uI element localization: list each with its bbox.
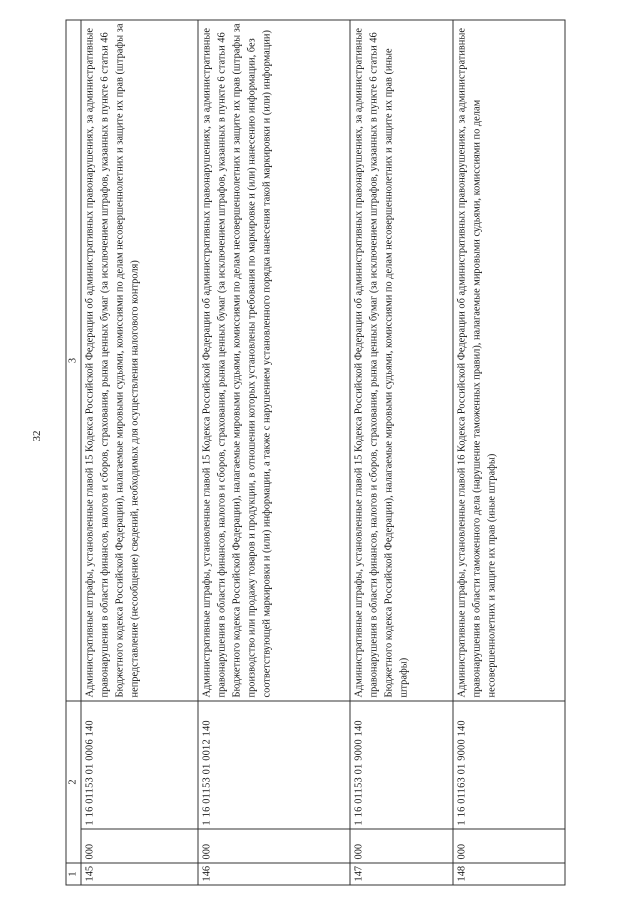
income-description: Административные штрафы, установленные главой 15 Кодекса Российской Федерации об административных правонарушениях, за административные правонарушения в области финансов, налогов и сборов, страхования, рынка ценных бумаг (за исключением штрафов, указанных в пункте 6 статьи 46 Бюджетного кодекса Российской Федерации), налагаемые мировыми судьями, комиссиями по делам несовершеннолетних и защите их прав (иные штрафы) (350, 19, 453, 700)
budget-classification-code: 1 16 01153 01 0012 140 (198, 700, 350, 828)
column-number-2: 2 (66, 700, 81, 862)
column-number-1: 1 (66, 863, 81, 885)
admin-code: 000 (350, 829, 453, 863)
table-row (350, 19, 453, 884)
admin-code: 000 (453, 829, 565, 863)
row-number: 145 (81, 863, 198, 885)
row-number: 147 (350, 863, 453, 885)
admin-code: 000 (81, 829, 198, 863)
budget-classification-code: 1 16 01153 01 9000 140 (350, 700, 453, 828)
table-row (453, 19, 565, 884)
income-description: Административные штрафы, установленные главой 15 Кодекса Российской Федерации об административных правонарушениях, за административные правонарушения в области финансов, налогов и сборов, страхования, рынка ценных бумаг (за исключением штрафов, указанных в пункте 6 статьи 46 Бюджетного кодекса Российской Федерации), налагаемые мировыми судьями, комиссиями по делам несовершеннолетних и защите их прав (штрафы за производство или продажу товаров и продукции, в отношении которых установлены требования по маркировке и (или) нанесению информации, без соответствующей маркировки и (или) информации, а также с нарушением установленного порядка нанесения такой маркировки и (или) информации) (198, 19, 350, 700)
column-number-row (66, 19, 81, 884)
budget-codes-table (65, 19, 565, 885)
row-number: 146 (198, 863, 350, 885)
column-number-3: 3 (66, 19, 81, 700)
table-row (198, 19, 350, 884)
income-description: Административные штрафы, установленные главой 16 Кодекса Российской Федерации об административных правонарушениях, за административные правонарушения в области таможенного дела (нарушение таможенных правил), налагаемые мировыми судьями, комиссиями по делам несовершеннолетних и защите их прав (иные штрафы) (453, 19, 565, 700)
income-description: Административные штрафы, установленные главой 15 Кодекса Российской Федерации об административных правонарушениях, за административные правонарушения в области финансов, налогов и сборов, страхования, рынка ценных бумаг (за исключением штрафов, указанных в пункте 6 статьи 46 Бюджетного кодекса Российской Федерации), налагаемые мировыми судьями, комиссиями по делам несовершеннолетних и защите их прав (штрафы за непредставление (несообщение) сведений, необходимых для осуществления налогового контроля) (81, 19, 198, 700)
admin-code: 000 (198, 829, 350, 863)
budget-classification-code: 1 16 01153 01 0006 140 (81, 700, 198, 828)
budget-classification-code: 1 16 01163 01 9000 140 (453, 700, 565, 828)
row-number: 148 (453, 863, 565, 885)
table-row (81, 19, 198, 884)
page-number: 32 (31, 430, 43, 442)
table-container (65, 20, 565, 885)
rotated-table-frame (65, 20, 565, 885)
